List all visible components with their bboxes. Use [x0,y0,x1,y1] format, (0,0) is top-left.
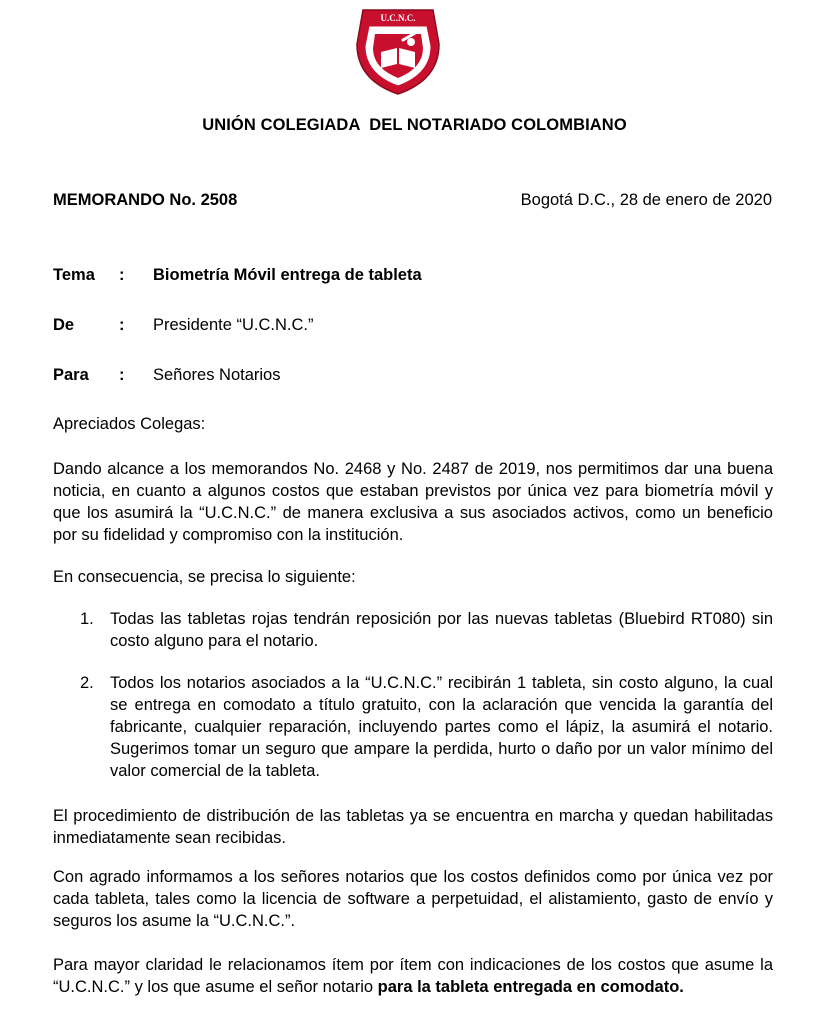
memo-number: MEMORANDO No. 2508 [53,191,238,209]
list-item-text: Todas las tabletas rojas tendrán reposición por las nuevas tabletas (Bluebird RT080) sin costo alguno para el notario. [110,610,773,650]
field-de-value: Presidente “U.C.N.C.” [153,316,314,334]
list-item-text: Todos los notarios asociados a la “U.C.N.C.” recibirán 1 tableta, sin costo alguno, la cual se entrega en comodato a título gratuito, con la aclaración que vencida la garantía del fabricante, cualquier reparación, incluyendo partes como el lápiz, la asumirá el notario. Sugerimos tomar un seguro que ampare la perdida, hurto o daño por un valor mínimo del valor comercial de la tableta. [110,674,773,780]
list-item-number: 1. [80,610,94,628]
field-de-label: De [53,316,75,334]
field-tema-value: Biometría Móvil entrega de tableta [153,266,422,284]
list-item [53,672,773,782]
paragraph-clarity-text: Para mayor claridad le relacionamos ítem por ítem con indicaciones de los costos que asume la “U.C.N.C.” y los que asume el señor notario [53,956,773,996]
field-de-colon: : [119,316,125,334]
ucnc-seal-icon [355,4,441,96]
field-para-label: Para [53,366,89,384]
paragraph-costs: Con agrado informamos a los señores notarios que los costos definidos como por única vez por cada tableta, tales como la licencia de software a perpetuidad, el alistamiento, gasto de envío y seguros los asume la “U.C.N.C.”. [53,868,773,930]
field-tema-label: Tema [53,266,95,284]
field-para-value: Señores Notarios [153,366,281,384]
paragraph-clarity [53,954,773,998]
field-para-colon: : [119,366,125,384]
greeting: Apreciados Colegas: [53,415,206,433]
paragraph-clarity-emphasis: para la tableta entregada en comodato. [377,978,684,996]
memo-date: Bogotá D.C., 28 de enero de 2020 [520,191,772,209]
list-item-number: 2. [80,674,94,692]
organization-title: UNIÓN COLEGIADA DEL NOTARIADO COLOMBIANO [202,116,627,134]
paragraph-consequence: En consecuencia, se precisa lo siguiente: [53,568,356,586]
numbered-list [53,608,773,782]
seal-text: U.C.N.C. [380,13,416,23]
list-item [53,608,773,652]
paragraph-distribution: El procedimiento de distribución de las tabletas ya se encuentra en marcha y quedan habilitadas inmediatamente sean recibidas. [53,807,773,847]
paragraph-intro: Dando alcance a los memorandos No. 2468 y No. 2487 de 2019, nos permitimos dar una buena noticia, en cuanto a algunos costos que estaban previstos por única vez para biometría móvil y que los asumirá la “U.C.N.C.” de manera exclusiva a sus asociados activos, como un beneficio por su fidelidad y compromiso con la institución. [53,460,773,544]
field-tema-colon: : [119,266,125,284]
